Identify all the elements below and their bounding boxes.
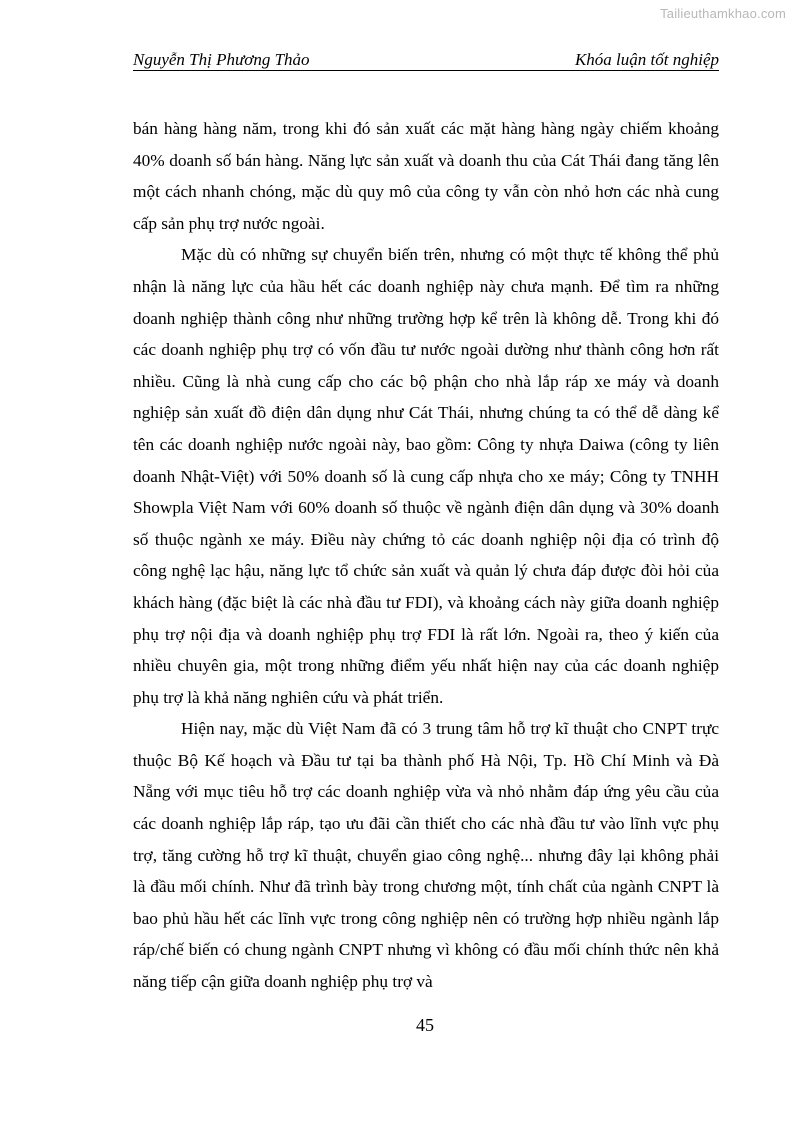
paragraph-1: bán hàng hàng năm, trong khi đó sản xuất các mặt hàng hàng ngày chiếm khoảng 40% doanh số bán hàng. Năng lực sản xuất và doanh thu của Cát Thái đang tăng lên một cách nhanh chóng, mặc dù quy mô của công ty vẫn còn nhỏ hơn các nhà cung cấp sản phụ trợ nước ngoài. [133, 119, 719, 233]
header-author: Nguyễn Thị Phương Thảo [133, 50, 310, 69]
header-document-type: Khóa luận tốt nghiệp [574, 50, 719, 69]
body-text [133, 113, 719, 998]
paragraph-2: Mặc dù có những sự chuyển biến trên, nhưng có một thực tế không thể phủ nhận là năng lực của hầu hết các doanh nghiệp này chưa mạnh. Để tìm ra những doanh nghiệp thành công như những trường hợp kể trên là không dễ. Trong khi đó các doanh nghiệp phụ trợ có vốn đầu tư nước ngoài dường như thành công hơn rất nhiều. Cũng là nhà cung cấp cho các bộ phận cho nhà lắp ráp xe máy và doanh nghiệp sản xuất đồ điện dân dụng như Cát Thái, nhưng chúng ta có thể dễ dàng kể tên các doanh nghiệp nước ngoài này, bao gồm: Công ty nhựa Daiwa (công ty liên doanh Nhật-Việt) với 50% doanh số là cung cấp nhựa cho xe máy; Công ty TNHH Showpla Việt Nam với 60% doanh số thuộc về ngành điện dân dụng và 30% doanh số thuộc ngành xe máy. Điều này chứng tỏ các doanh nghiệp nội địa có trình độ công nghệ lạc hậu, năng lực tổ chức sản xuất và quản lý chưa đáp được đòi hỏi của khách hàng (đặc biệt là các nhà đầu tư FDI), và khoảng cách này giữa doanh nghiệp phụ trợ nội địa và doanh nghiệp phụ trợ FDI là rất lớn. Ngoài ra, theo ý kiến của nhiều chuyên gia, một trong những điểm yếu nhất hiện nay của các doanh nghiệp phụ trợ là khả năng nghiên cứu và phát triển. [133, 245, 719, 707]
page-number: 45 [416, 1015, 434, 1035]
watermark-text: Tailieuthamkhao.com [660, 6, 786, 21]
paragraph-3: Hiện nay, mặc dù Việt Nam đã có 3 trung tâm hỗ trợ kĩ thuật cho CNPT trực thuộc Bộ Kế hoạch và Đầu tư tại ba thành phố Hà Nội, Tp. Hồ Chí Minh và Đà Nẵng với mục tiêu hỗ trợ các doanh nghiệp vừa và nhỏ nhằm đáp ứng yêu cầu của các doanh nghiệp lắp ráp, tạo ưu đãi cần thiết cho các nhà đầu tư vào lĩnh vực phụ trợ, tăng cường hỗ trợ kĩ thuật, chuyển giao công nghệ... nhưng đây lại không phải là đầu mối chính. Như đã trình bày trong chương một, tính chất của ngành CNPT là bao phủ hầu hết các lĩnh vực trong công nghiệp nên có trường hợp nhiều ngành lắp ráp/chế biến có chung ngành CNPT nhưng vì không có đầu mối chính thức nên khả năng tiếp cận giữa doanh nghiệp phụ trợ và [133, 719, 719, 992]
page-header [133, 50, 719, 71]
